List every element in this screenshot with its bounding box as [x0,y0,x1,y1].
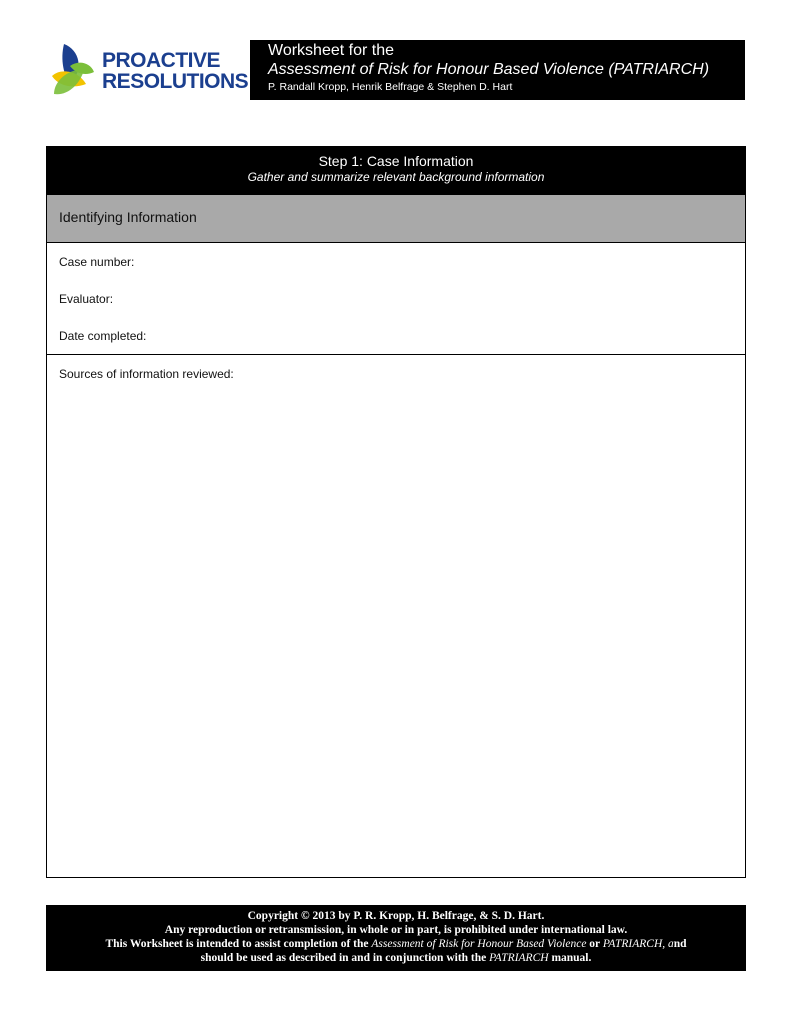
section-header: Identifying Information [47,195,745,243]
header-authors: P. Randall Kropp, Henrik Belfrage & Stephen D. Hart [268,81,513,93]
proactive-resolutions-logo [50,40,249,100]
case-number-field[interactable]: Case number: [59,255,135,269]
sources-field[interactable]: Sources of information reviewed: [59,367,234,381]
case-information-form [46,146,746,878]
step-subtitle: Gather and summarize relevant background information [247,170,545,184]
copyright-footer [46,905,746,971]
identifying-fields [47,243,745,355]
worksheet-header [250,40,745,100]
footer-purpose-line: This Worksheet is intended to assist completion of the Assessment of Risk for Honour Based Violence or PATRIARCH, and [105,938,687,950]
header-title: Assessment of Risk for Honour Based Violence (PATRIARCH) [268,61,710,78]
footer-usage-line: should be used as described in and in conjunction with the PATRIARCH manual. [200,952,592,964]
header-line-1: Worksheet for the [268,42,394,59]
logo-mark-icon [50,40,102,100]
footer-reproduction: Any reproduction or retransmission, in whole or in part, is prohibited under international law. [164,924,628,936]
step-header [47,147,745,195]
evaluator-field[interactable]: Evaluator: [59,292,114,306]
footer-copyright: Copyright © 2013 by P. R. Kropp, H. Belfrage, & S. D. Hart. [247,910,545,922]
date-completed-field[interactable]: Date completed: [59,329,147,343]
logo-wordmark: PROACTIVE RESOLUTIONS [102,49,249,93]
step-title: Step 1: Case Information [318,153,474,169]
